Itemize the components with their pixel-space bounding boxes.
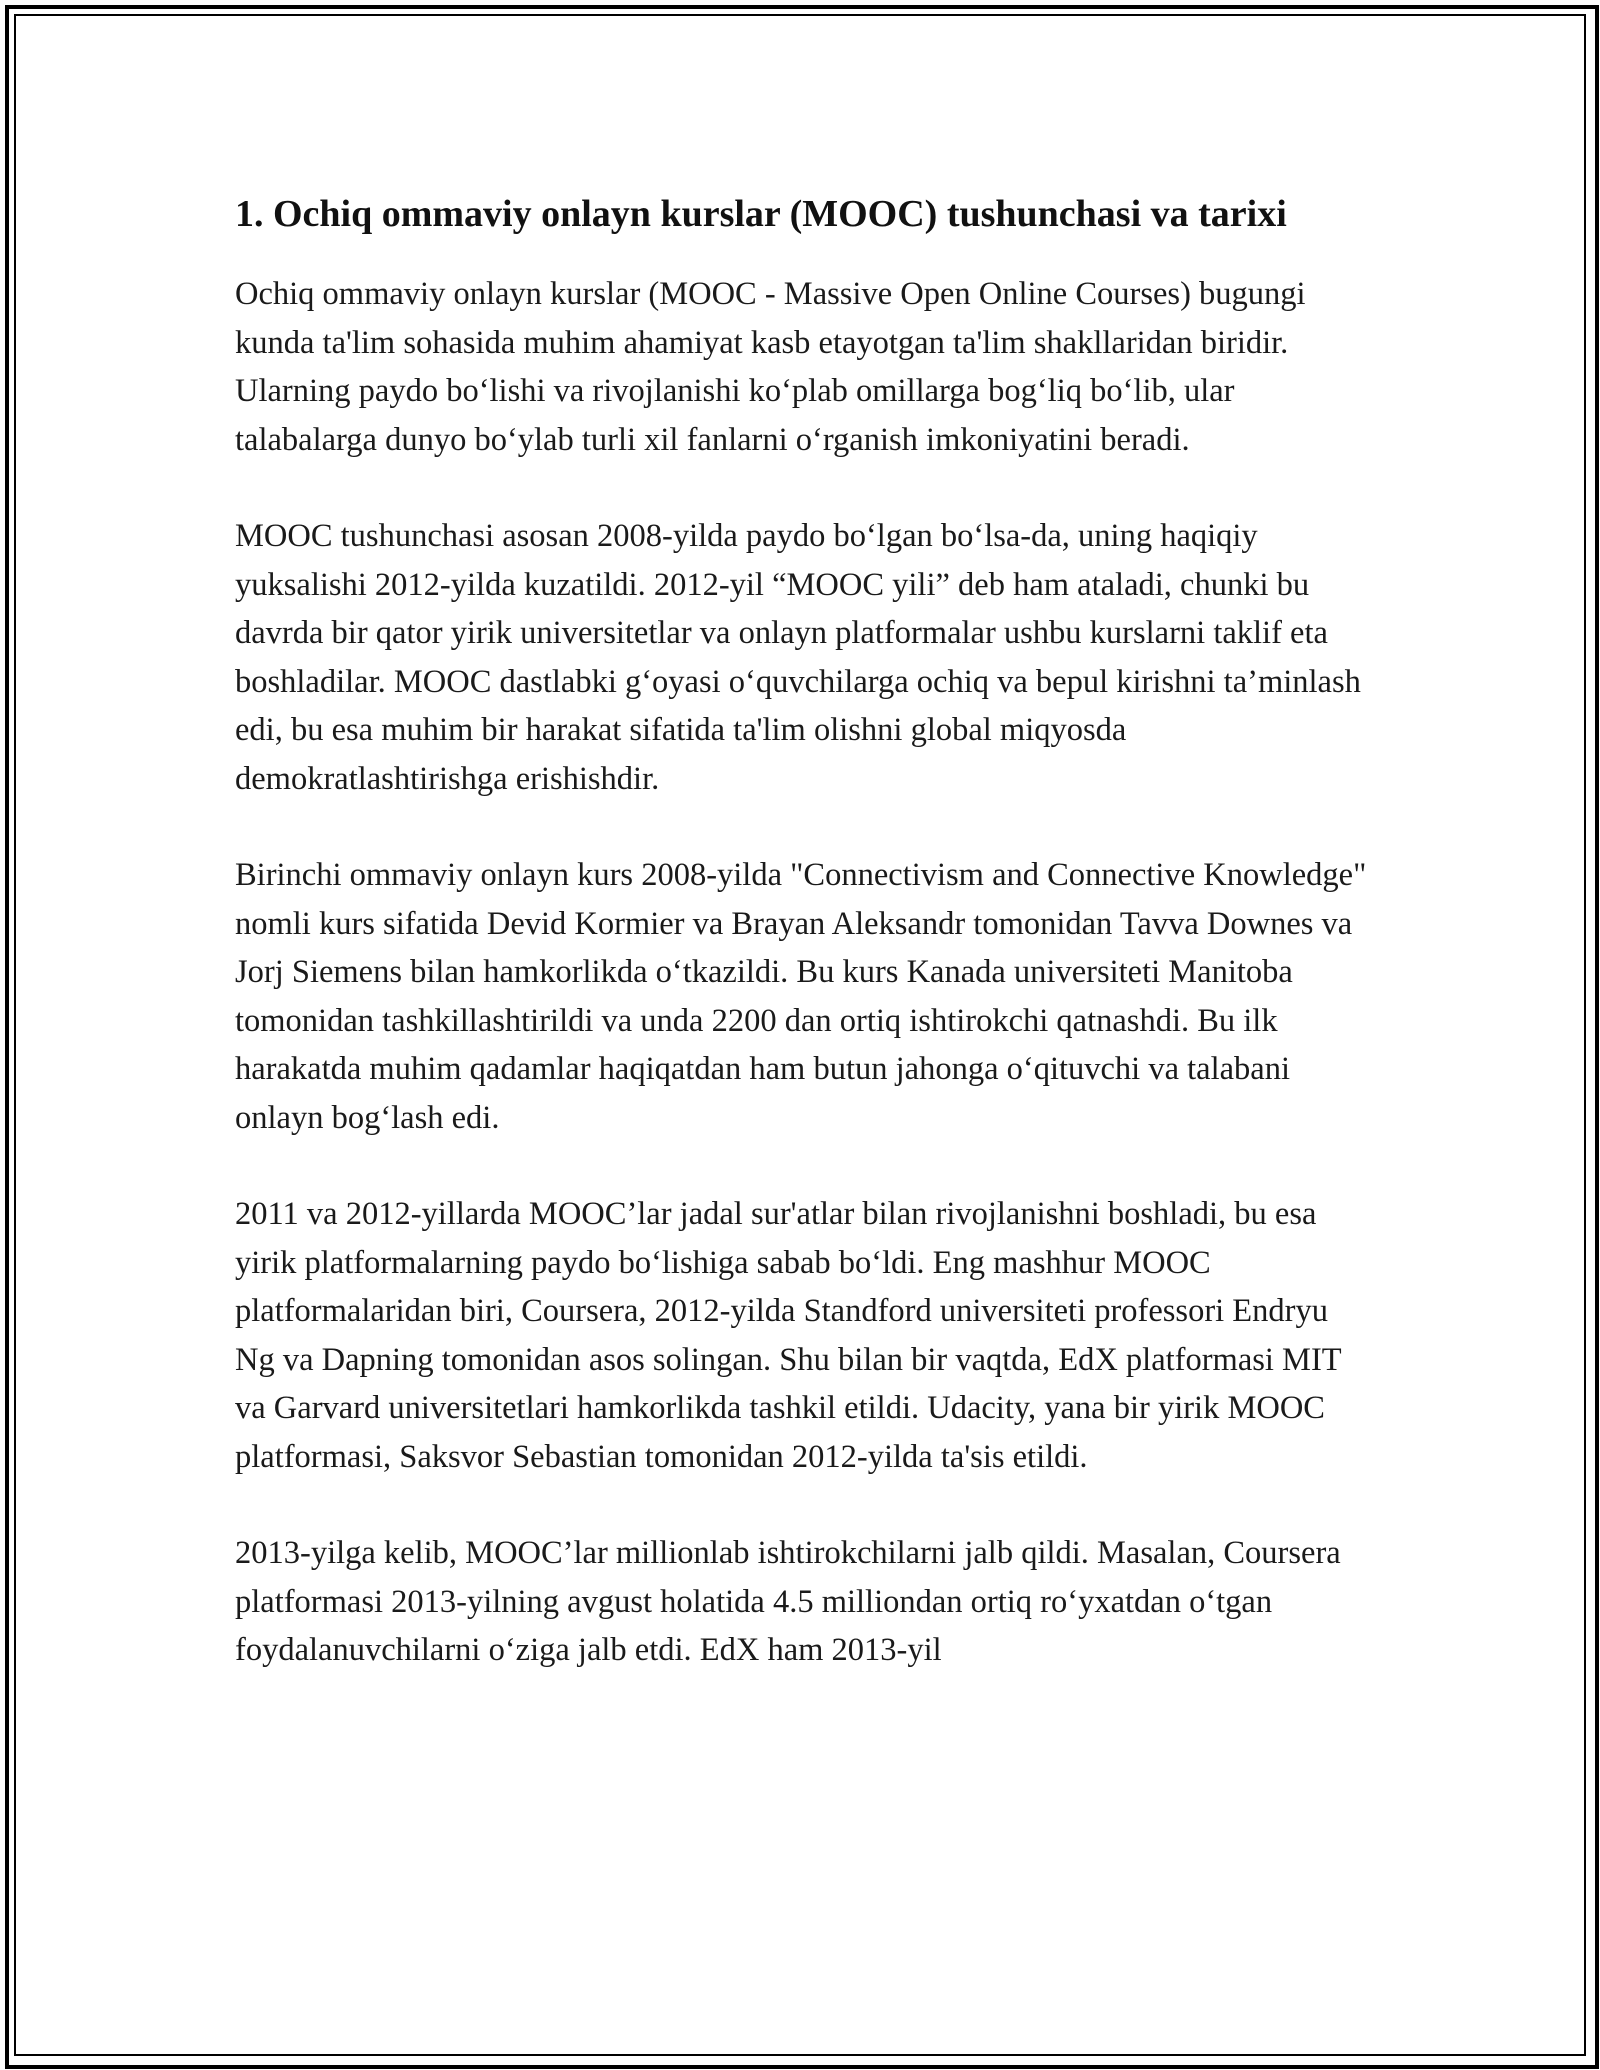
paragraph-platforms: 2011 va 2012-yillarda MOOC’lar jadal sur'atlar bilan rivojlanishni boshladi, bu esa yirik platformalarning paydo bo‘lishiga sabab bo‘ldi. Eng mashhur MOOC platformalaridan biri, Coursera, 2012-yilda Standford universiteti professori Endryu Ng va Dapning tomonidan asos solingan. Shu bilan bir vaqtda, EdX platformasi MIT va Garvard universitetlari hamkorlikda tashkil etildi. Udacity, yana bir yirik MOOC platformasi, Saksvor Sebastian tomonidan 2012-yilda ta'sis etildi.	[235, 1196, 1342, 1475]
paragraph-mooc-definition: Ochiq ommaviy onlayn kurslar (MOOC - Massive Open Online Courses) bugungi kunda ta'lim sohasida muhim ahamiyat kasb etayotgan ta'lim shakllaridan biridir. Ularning paydo bo‘lishi va rivojlanishi ko‘plab omillarga bog‘liq bo‘lib, ular talabalarga dunyo bo‘ylab turli xil fanlarni o‘rganish imkoniyatini beradi.	[235, 276, 1306, 458]
paragraph-mooc-origins: MOOC tushunchasi asosan 2008-yilda paydo bo‘lgan bo‘lsa-da, uning haqiqiy yuksalishi 2012-yilda kuzatildi. 2012-yil “MOOC yili” deb ham ataladi, chunki bu davrda bir qator yirik universitetlar va onlayn platformalar ushbu kurslarni taklif eta boshladilar. MOOC dastlabki g‘oyasi o‘quvchilarga ochiq va bepul kirishni ta’minlash edi, bu esa muhim bir harakat sifatida ta'lim olishni global miqyosda demokratlashtirishga erishishdir.	[235, 518, 1361, 797]
section-title: 1. Ochiq ommaviy onlayn kurslar (MOOC) tushunchasi va tarixi	[235, 193, 1287, 235]
paragraph-growth-2013: 2013-yilga kelib, MOOC’lar millionlab ishtirokchilarni jalb qildi. Masalan, Coursera platformasi 2013-yilning avgust holatida 4.5 milliondan ortiq ro‘yxatdan o‘tgan foydalanuvchilarni o‘ziga jalb etdi. EdX ham 2013-yil	[235, 1535, 1341, 1668]
document-body	[235, 186, 1375, 1723]
paragraph-first-course: Birinchi ommaviy onlayn kurs 2008-yilda "Connectivism and Connective Knowledge" nomli kurs sifatida Devid Kormier va Brayan Aleksandr tomonidan Tavva Downes va Jorj Siemens bilan hamkorlikda o‘tkazildi. Bu kurs Kanada universiteti Manitoba tomonidan tashkillashtirildi va unda 2200 dan ortiq ishtirokchi qatnashdi. Bu ilk harakatda muhim qadamlar haqiqatdan ham butun jahonga o‘qituvchi va talabani onlayn bog‘lash edi.	[235, 857, 1367, 1136]
